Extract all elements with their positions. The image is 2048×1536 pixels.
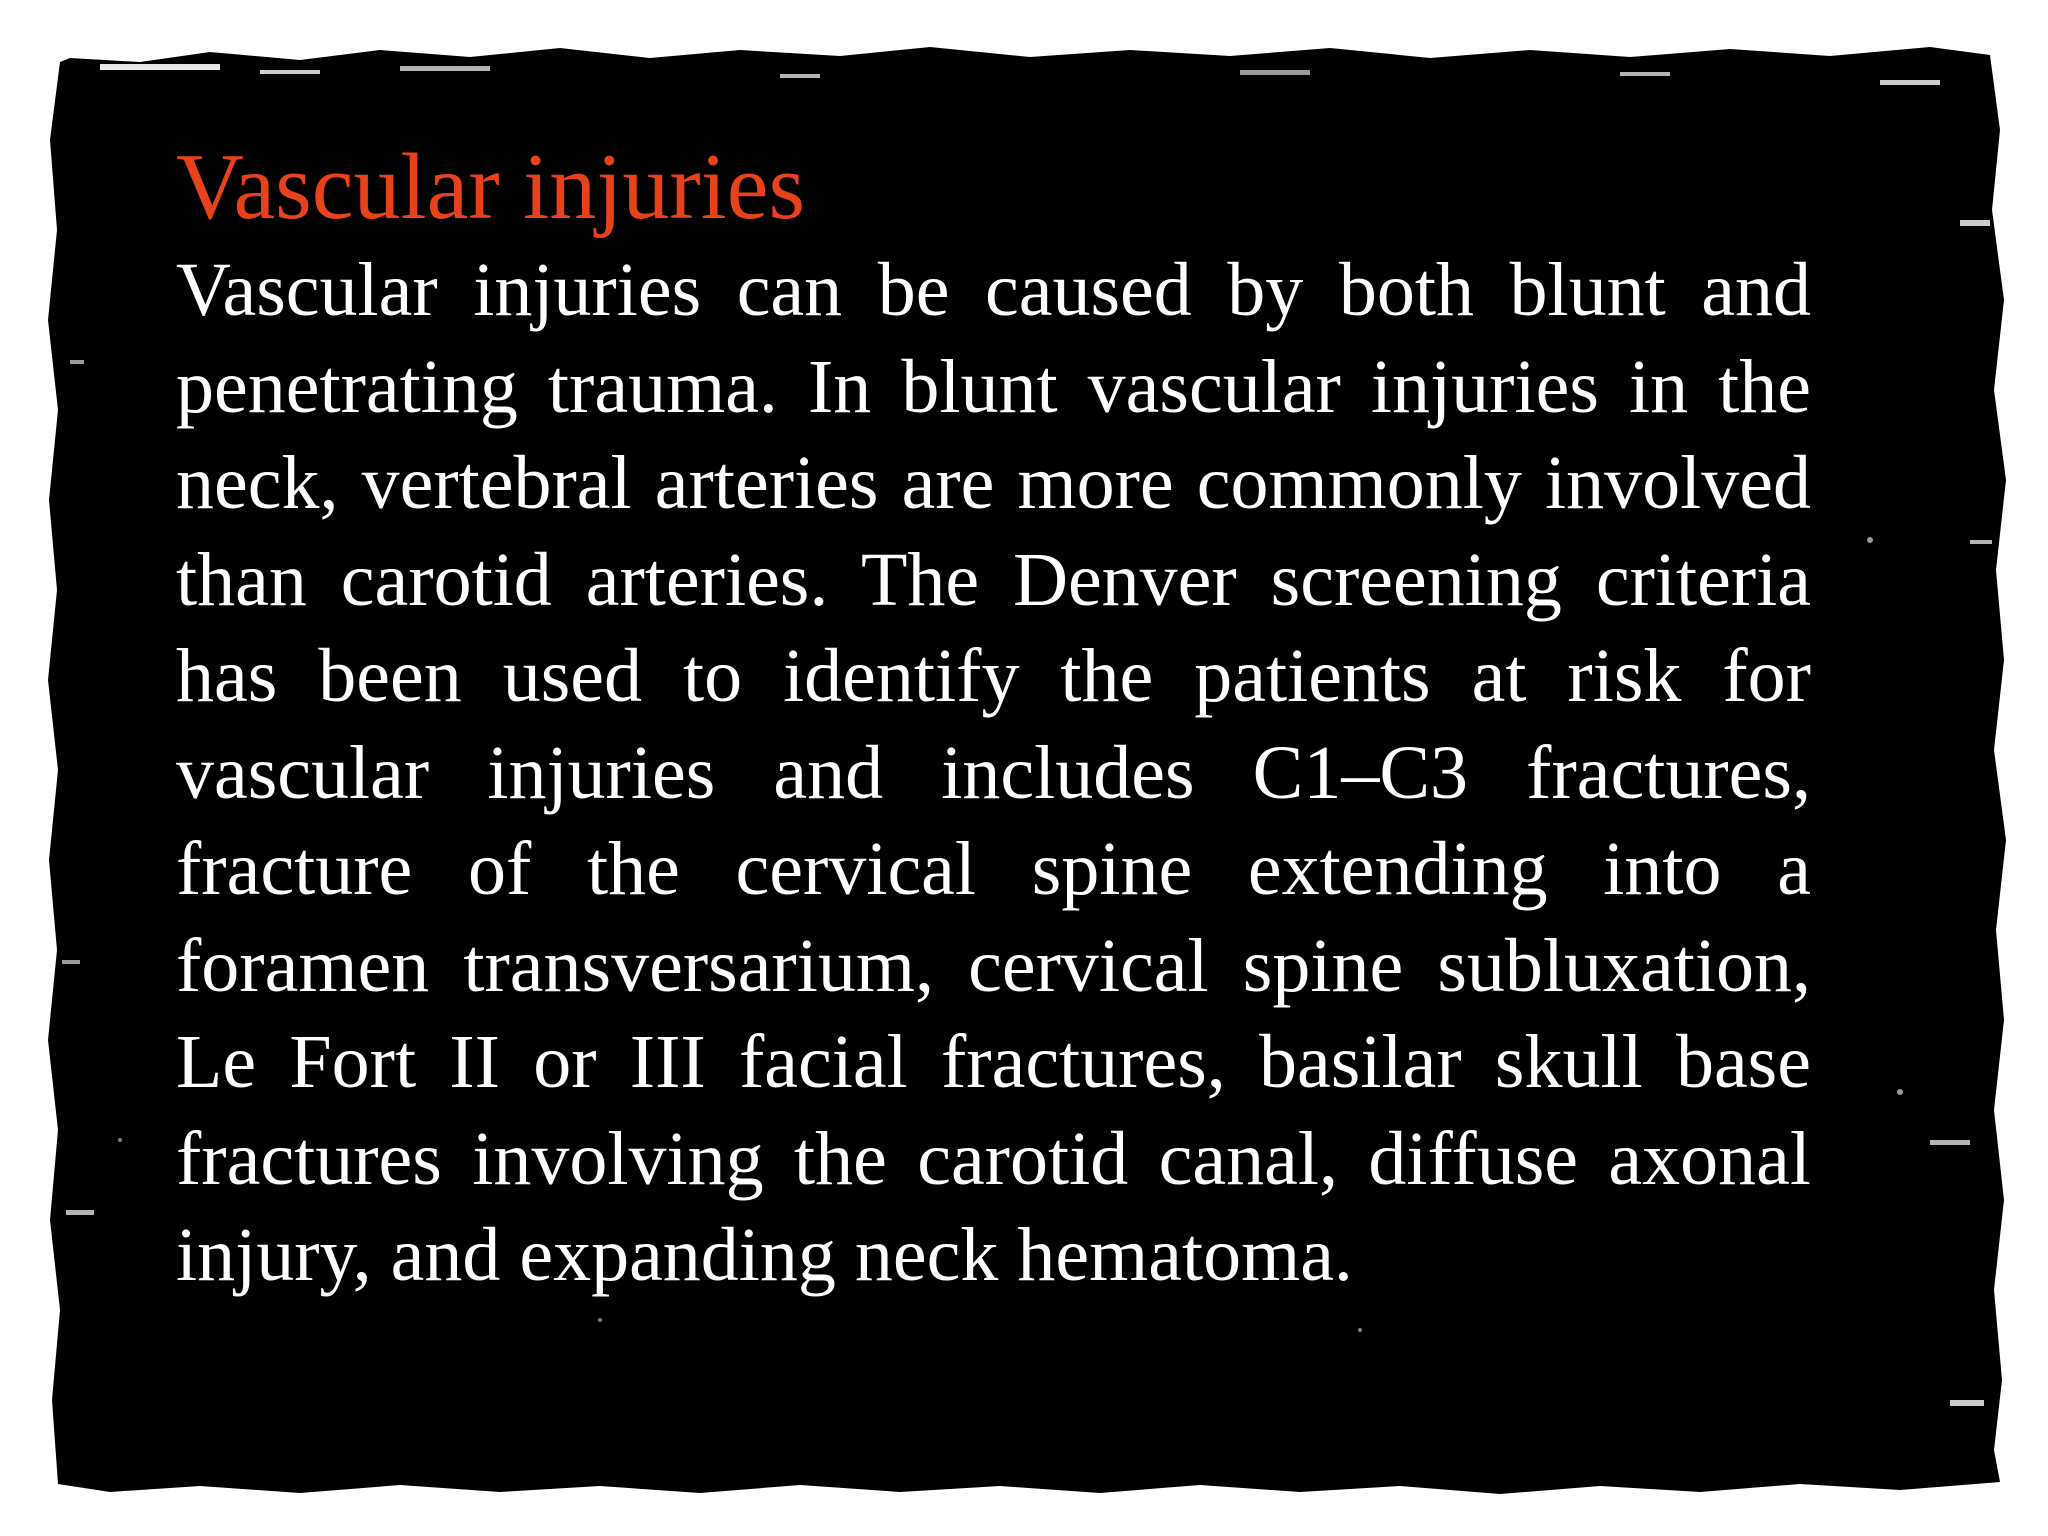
slide-body-text: Vascular injuries can be caused by both blunt and penetrating trauma. In blunt vascular injuries in the neck, vertebral arteries are more commonly involved than carotid arteries. The Denver screening criteria has been used to identify the patients at risk for vascular injuries and includes C1–C3 fractures, fracture of the cervical spine extending into a foramen transversarium, cervical spine subluxation, Le Fort II or III facial fractures, basilar skull base fractures involving the carotid canal, diffuse axonal injury, and expanding neck hematoma. [176, 248, 1811, 1297]
slide-content [176, 132, 1811, 1412]
slide-title: Vascular injuries [176, 135, 806, 239]
